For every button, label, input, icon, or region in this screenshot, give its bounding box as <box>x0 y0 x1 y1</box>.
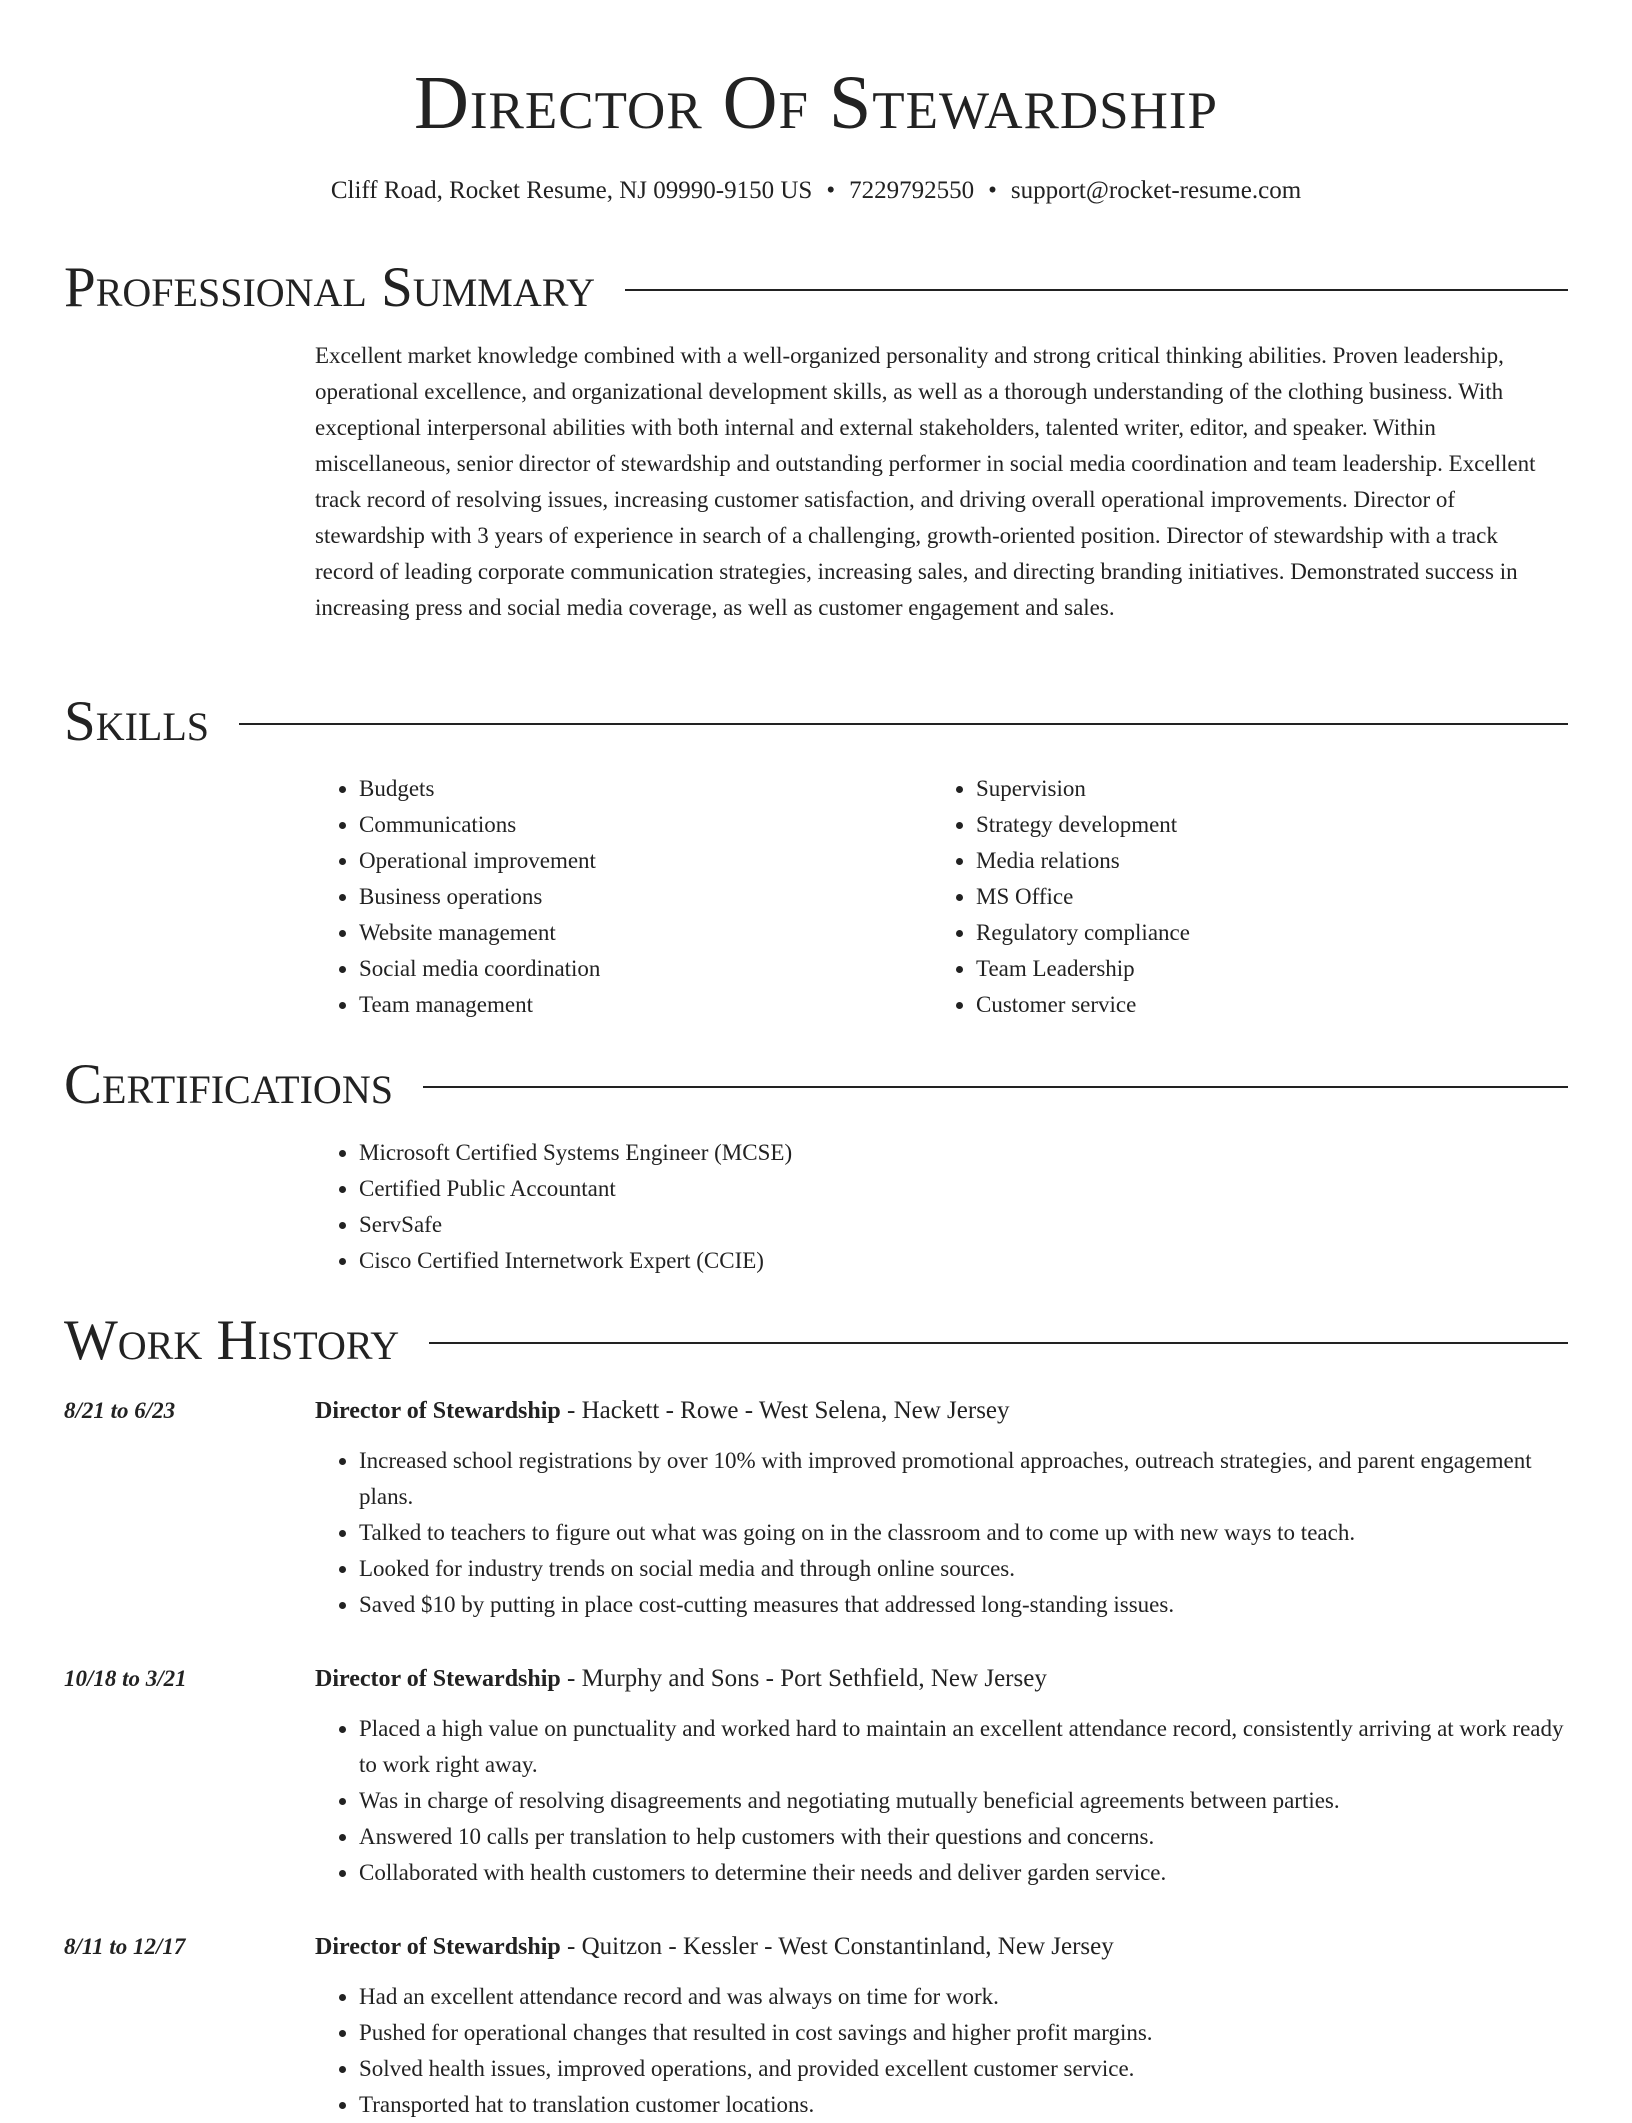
job-company: - Hackett - Rowe - West Selena, New Jersey <box>560 1397 1010 1424</box>
skills-column-right <box>932 771 1532 1023</box>
skills-column-left <box>315 771 915 1023</box>
job-bullet: • Increased school registrations by over 10% with improved promotional approaches, outreach strategies, and parent engagement plans. <box>359 1443 1565 1515</box>
job-heading <box>315 1929 1565 1965</box>
contact-phone: 7229792550 <box>849 177 975 204</box>
job-bullet: • Collaborated with health customers to determine their needs and deliver garden service. <box>359 1855 1565 1891</box>
job-title: Director of Stewardship <box>315 1934 561 1960</box>
contact-line <box>0 174 1632 208</box>
skill-item: • Communications <box>359 807 915 843</box>
skill-item: • Supervision <box>976 771 1532 807</box>
skill-item: • Social media coordination <box>359 951 915 987</box>
candidate-name: Director Of Stewardship <box>414 61 1218 145</box>
skill-item: • Media relations <box>976 843 1532 879</box>
job-heading <box>315 1393 1565 1429</box>
section-title: Work History <box>64 1309 400 1372</box>
job-bullet: • Transported hat to translation customer locations. <box>359 2087 1565 2123</box>
job-bullet: • Talked to teachers to figure out what was going on in the classroom and to come up with new ways to teach. <box>359 1515 1565 1551</box>
contact-separator: • <box>826 177 836 204</box>
job-title: Director of Stewardship <box>315 1666 561 1692</box>
skill-item: • Customer service <box>976 987 1532 1023</box>
job-dates: 8/21 to 6/23 <box>64 1398 176 1423</box>
section-divider <box>423 1086 1568 1088</box>
skill-item: • Budgets <box>359 771 915 807</box>
job-bullet: • Had an excellent attendance record and was always on time for work. <box>359 1979 1565 2015</box>
job-bullet: • Placed a high value on punctuality and worked hard to maintain an excellent attendance record, consistently arriving at work ready to work right away. <box>359 1711 1565 1783</box>
skills-section-header <box>64 692 1568 752</box>
skill-item: • Website management <box>359 915 915 951</box>
certification-item: • ServSafe <box>359 1207 1515 1243</box>
job-dates: 8/11 to 12/17 <box>64 1934 186 1959</box>
job-bullet: • Solved health issues, improved operations, and provided excellent customer service. <box>359 2051 1565 2087</box>
job-bullet: • Saved $10 by putting in place cost-cutting measures that addressed long-standing issues. <box>359 1587 1565 1623</box>
contact-address: Cliff Road, Rocket Resume, NJ 09990-9150 US <box>330 177 813 204</box>
job-heading <box>315 1661 1565 1697</box>
skill-item: • Team Leadership <box>976 951 1532 987</box>
job-bullet: • Pushed for operational changes that resulted in cost savings and higher profit margins. <box>359 2015 1565 2051</box>
job-bullet: • Answered 10 calls per translation to help customers with their questions and concerns. <box>359 1819 1565 1855</box>
job-bullets <box>315 1711 1565 1891</box>
summary-text: Excellent market knowledge combined with a well-organized personality and strong critical thinking abilities. Proven leadership, operational excellence, and organizational development skills, as well as a thorough understanding of the clothing business. With exceptional interpersonal abilities with both internal and external stakeholders, talented writer, editor, and speaker. Within miscellaneous, senior director of stewardship and outstanding performer in social media coordination and team leadership. Excellent track record of resolving issues, increasing customer satisfaction, and driving overall operational improvements. Director of stewardship with 3 years of experience in search of a challenging, growth-oriented position. Director of stewardship with a track record of leading corporate communication strategies, increasing sales, and directing branding initiatives. Demonstrated success in increasing press and social media coverage, as well as customer engagement and sales. <box>315 343 1536 620</box>
skill-item: • Team management <box>359 987 915 1023</box>
certification-item: • Cisco Certified Internetwork Expert (CCIE) <box>359 1243 1515 1279</box>
summary-section-header <box>64 258 1568 318</box>
section-title: Professional Summary <box>64 256 596 319</box>
job-bullet: • Was in charge of resolving disagreements and negotiating mutually beneficial agreements between parties. <box>359 1783 1565 1819</box>
section-divider <box>625 289 1568 291</box>
section-title: Certifications <box>64 1053 393 1116</box>
skill-item: • MS Office <box>976 879 1532 915</box>
contact-email: support@rocket-resume.com <box>1010 177 1302 204</box>
skill-item: • Business operations <box>359 879 915 915</box>
job-company: - Murphy and Sons - Port Sethfield, New Jersey <box>560 1665 1047 1692</box>
section-title: Skills <box>64 690 210 753</box>
certifications-list <box>315 1135 1515 1279</box>
certification-item: • Microsoft Certified Systems Engineer (MCSE) <box>359 1135 1515 1171</box>
skill-item: • Regulatory compliance <box>976 915 1532 951</box>
section-divider <box>429 1342 1568 1344</box>
job-company: - Quitzon - Kessler - West Constantinland, New Jersey <box>560 1933 1114 1960</box>
section-divider <box>239 723 1568 725</box>
job-bullet: • Looked for industry trends on social media and through online sources. <box>359 1551 1565 1587</box>
certification-item: • Certified Public Accountant <box>359 1171 1515 1207</box>
job-bullets <box>315 1979 1565 2123</box>
job-title: Director of Stewardship <box>315 1398 561 1424</box>
job-bullets <box>315 1443 1565 1623</box>
contact-separator: • <box>988 177 997 204</box>
job-dates: 10/18 to 3/21 <box>64 1666 187 1691</box>
skill-item: • Operational improvement <box>359 843 915 879</box>
skill-item: • Strategy development <box>976 807 1532 843</box>
work-history-section-header <box>64 1311 1568 1371</box>
certifications-section-header <box>64 1055 1568 1115</box>
